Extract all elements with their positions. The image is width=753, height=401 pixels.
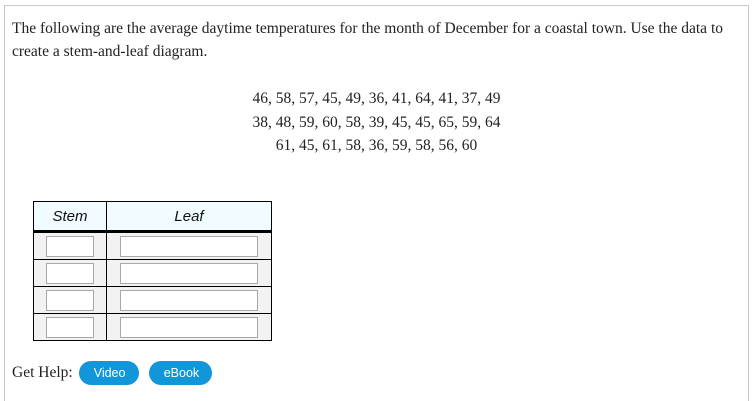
leaf-header: Leaf (107, 202, 272, 232)
stem-cell (34, 314, 107, 341)
stem-input-2[interactable] (46, 263, 94, 284)
frame-left-border (4, 5, 5, 401)
table-row (34, 314, 272, 341)
table-row (34, 260, 272, 287)
leaf-input-1[interactable] (120, 236, 258, 257)
data-line-1: 46, 58, 57, 45, 49, 36, 41, 64, 41, 37, 49 (252, 90, 501, 107)
leaf-input-2[interactable] (120, 263, 258, 284)
ebook-button[interactable]: eBook (149, 361, 212, 385)
stem-cell (34, 232, 107, 260)
table-row (34, 232, 272, 260)
get-help-label: Get Help: (12, 364, 73, 381)
get-help-bar (12, 361, 222, 385)
stem-cell (34, 287, 107, 314)
leaf-cell (107, 260, 272, 287)
stem-input-1[interactable] (46, 236, 94, 257)
leaf-input-3[interactable] (120, 290, 258, 311)
leaf-cell (107, 287, 272, 314)
stem-and-leaf-table (33, 201, 272, 341)
video-button[interactable]: Video (79, 361, 139, 385)
frame-right-border (748, 5, 749, 401)
leaf-cell (107, 232, 272, 260)
stem-header: Stem (34, 202, 107, 232)
stem-cell (34, 260, 107, 287)
table-row (34, 287, 272, 314)
frame-top-border (4, 5, 749, 6)
leaf-cell (107, 314, 272, 341)
table-header-row (34, 202, 272, 232)
temperature-data (0, 87, 753, 158)
leaf-input-4[interactable] (120, 317, 258, 338)
question-prompt: The following are the average daytime temperatures for the month of December for a coastal town. Use the data to create a stem-and-leaf diagram. (12, 20, 723, 60)
data-line-2: 38, 48, 59, 60, 58, 39, 45, 45, 65, 59, 64 (252, 113, 501, 131)
data-line-3: 61, 45, 61, 58, 36, 59, 58, 56, 60 (275, 137, 478, 154)
stem-input-3[interactable] (46, 290, 94, 311)
stem-input-4[interactable] (46, 317, 94, 338)
